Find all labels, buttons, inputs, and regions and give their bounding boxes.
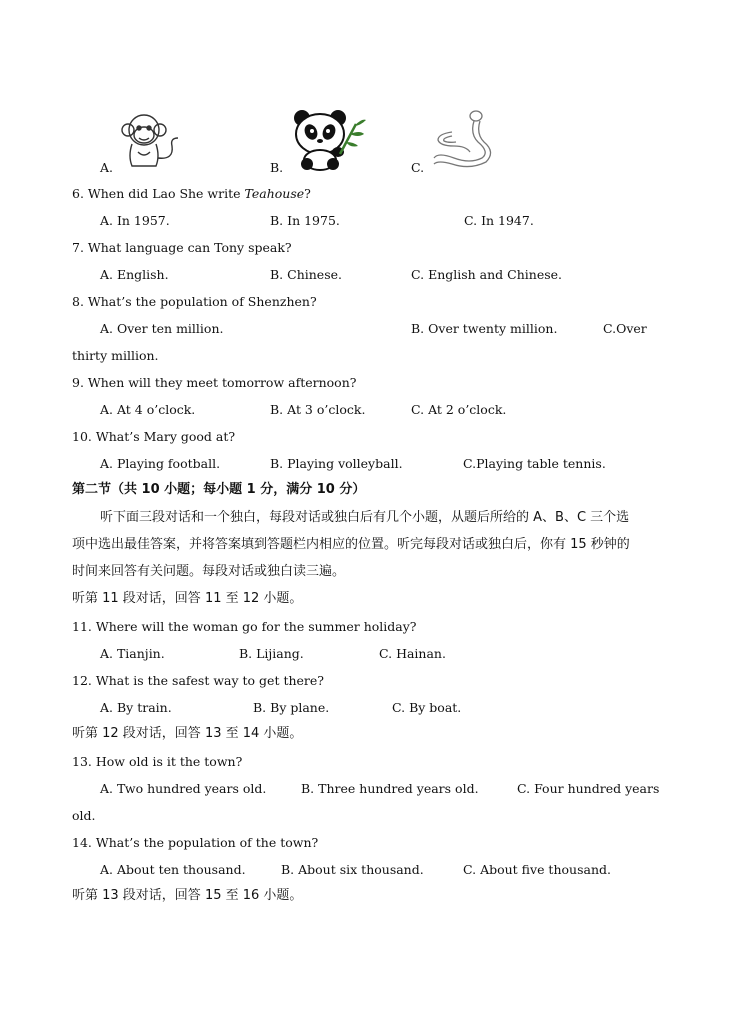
q6-title-italic: Teahouse [244,186,305,201]
dialogue-12-instruction: 听第 12 段对话，回答 13 至 14 小题。 [72,726,303,741]
q11-option-a: A. Tianjin. [100,646,165,661]
q12-option-a: A. By train. [100,700,172,715]
q14-option-a: A. About ten thousand. [100,862,246,877]
q10-option-b: B. Playing volleyball. [270,456,403,471]
q11-option-c: C. Hainan. [379,646,446,661]
q6-option-a: A. In 1957. [100,213,170,228]
q5-option-b-label: B. [270,160,284,175]
q13-option-a: A. Two hundred years old. [100,781,267,796]
q14-option-c: C. About five thousand. [463,862,611,877]
q6-option-c: C. In 1947. [464,213,534,228]
q6-stem-end: ? [304,186,311,201]
q8-option-a: A. Over ten million. [100,321,224,336]
q9-option-c: C. At 2 o’clock. [411,402,507,417]
q12-stem: 12. What is the safest way to get there? [72,673,324,688]
q5-option-c-label: C. [411,160,425,175]
q11-stem: 11. Where will the woman go for the summer holiday? [72,619,417,634]
q12-option-b: B. By plane. [253,700,330,715]
q5-option-a-label: A. [100,160,114,175]
q10-option-c: C.Playing table tennis. [463,456,606,471]
q9-stem: 9. When will they meet tomorrow afternoon? [72,375,357,390]
q6-stem [72,186,311,202]
dialogue-11-instruction: 听第 11 段对话，回答 11 至 12 小题。 [72,591,303,606]
q13-stem: 13. How old is it the town? [72,754,243,769]
section-2-instructions-line-1: 听下面三段对话和一个独白，每段对话或独白后有几个小题，从题后所给的 A、B、C 三个选 [100,510,630,525]
q9-option-b: B. At 3 o’clock. [270,402,366,417]
panda-icon [290,106,370,172]
q14-option-b: B. About six thousand. [281,862,424,877]
q7-stem: 7. What language can Tony speak? [72,240,292,255]
snake-icon [430,108,502,170]
q7-option-a: A. English. [100,267,169,282]
q6-option-b: B. In 1975. [270,213,340,228]
monkey-icon [118,108,190,170]
q10-stem: 10. What’s Mary good at? [72,429,236,444]
q10-option-a: A. Playing football. [100,456,221,471]
q6-stem-text: 6. When did Lao She write [72,186,245,201]
section-2-heading: 第二节（共 10 小题；每小题 1 分，满分 10 分） [72,482,366,497]
q8-stem: 8. What’s the population of Shenzhen? [72,294,317,309]
q8-option-c-wrap: thirty million. [72,348,159,363]
q13-option-c: C. Four hundred years [517,781,660,796]
q7-option-b: B. Chinese. [270,267,342,282]
q8-option-c: C.Over [603,321,647,336]
section-2-instructions-line-2: 项中选出最佳答案，并将答案填到答题栏内相应的位置。听完每段对话或独白后，你有 15 秒钟的 [72,537,630,552]
q14-stem: 14. What’s the population of the town? [72,835,319,850]
q12-option-c: C. By boat. [392,700,462,715]
q13-option-c-wrap: old. [72,808,96,823]
q11-option-b: B. Lijiang. [239,646,304,661]
q8-option-b: B. Over twenty million. [411,321,558,336]
section-2-instructions-line-3: 时间来回答有关问题。每段对话或独白读三遍。 [72,564,346,579]
dialogue-13-instruction: 听第 13 段对话，回答 15 至 16 小题。 [72,888,303,903]
q13-option-b: B. Three hundred years old. [301,781,479,796]
q7-option-c: C. English and Chinese. [411,267,563,282]
q9-option-a: A. At 4 o’clock. [100,402,196,417]
